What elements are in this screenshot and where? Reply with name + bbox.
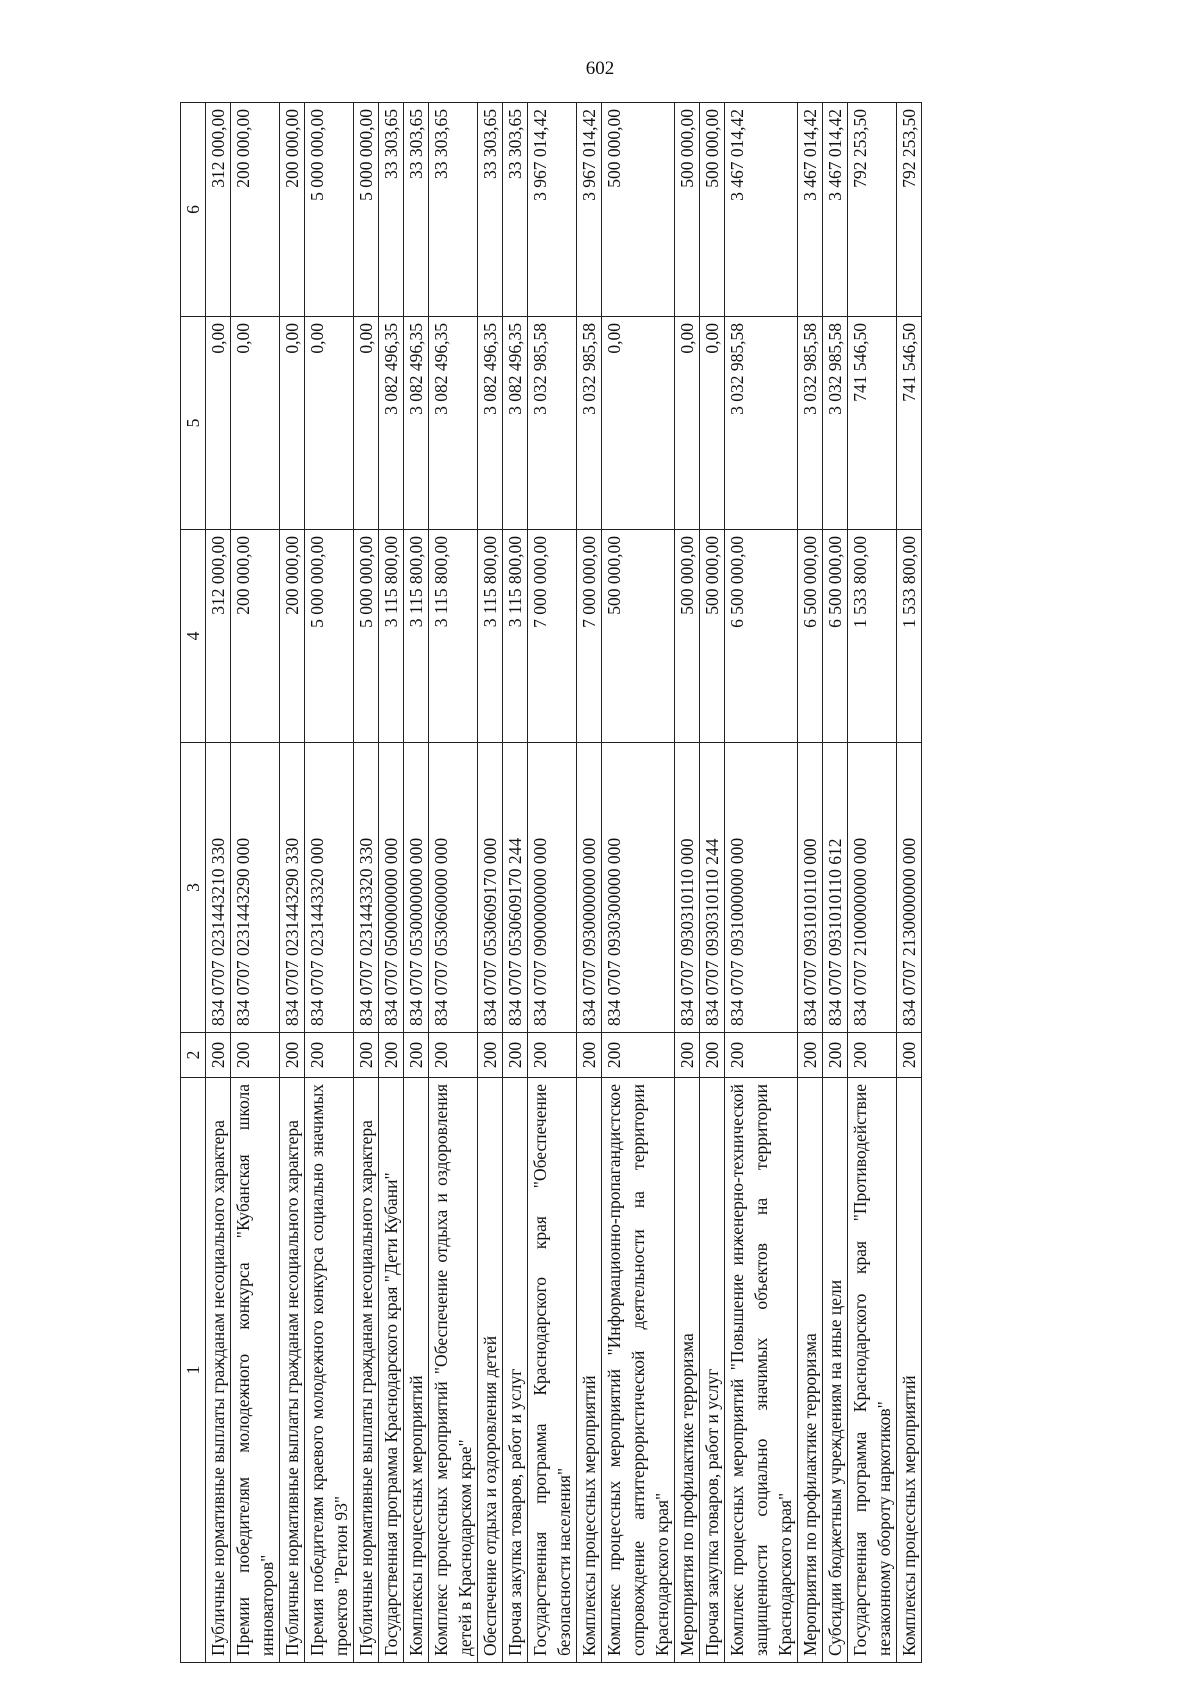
cell-value-6: 3 967 014,42: [528, 103, 577, 317]
cell-col2: 200: [577, 1033, 602, 1078]
cell-code: 834 0707 0231443290 000: [231, 743, 280, 1033]
cell-col2: 200: [602, 1033, 675, 1078]
cell-name: Государственная программа Краснодарского края "Дети Кубани": [379, 1078, 404, 1663]
cell-name: Комплексы процессных мероприятий: [897, 1078, 922, 1663]
cell-value-6: 3 467 014,42: [823, 103, 848, 317]
cell-value-5: 741 546,50: [848, 317, 897, 530]
cell-value-5: 3 082 496,35: [429, 317, 478, 530]
cell-value-5: 3 082 496,35: [478, 317, 503, 530]
cell-name: Мероприятия по профилактике терроризма: [798, 1078, 823, 1663]
cell-value-4: 1 533 800,00: [897, 530, 922, 743]
cell-value-5: 3 032 985,58: [823, 317, 848, 530]
cell-value-6: 33 303,65: [478, 103, 503, 317]
cell-value-5: 0,00: [305, 317, 354, 530]
cell-value-6: 792 253,50: [897, 103, 922, 317]
cell-name: Премии победителям молодежного конкурса "Кубанская школа инноваторов": [231, 1078, 280, 1663]
table-row: [206, 103, 231, 1663]
cell-col2: 200: [528, 1033, 577, 1078]
cell-value-4: 3 115 800,00: [503, 530, 528, 743]
cell-col2: 200: [823, 1033, 848, 1078]
cell-value-4: 6 500 000,00: [798, 530, 823, 743]
cell-col2: 200: [231, 1033, 280, 1078]
table-row: [798, 103, 823, 1663]
table-row: [577, 103, 602, 1663]
cell-code: 834 0707 0930310110 244: [700, 743, 725, 1033]
header-col-4: 4: [181, 530, 206, 743]
cell-col2: 200: [503, 1033, 528, 1078]
cell-col2: 200: [798, 1033, 823, 1078]
cell-value-4: 1 533 800,00: [848, 530, 897, 743]
cell-code: 834 0707 0231443210 330: [206, 743, 231, 1033]
cell-value-6: 500 000,00: [675, 103, 700, 317]
table-row: [478, 103, 503, 1663]
cell-value-4: 5 000 000,00: [354, 530, 379, 743]
table-row: [404, 103, 429, 1663]
cell-col2: 200: [897, 1033, 922, 1078]
cell-value-5: 741 546,50: [897, 317, 922, 530]
cell-name: Публичные нормативные выплаты гражданам несоциального характера: [354, 1078, 379, 1663]
cell-value-4: 200 000,00: [231, 530, 280, 743]
table-row: [280, 103, 305, 1663]
table-row: [305, 103, 354, 1663]
cell-value-5: 3 082 496,35: [404, 317, 429, 530]
cell-col2: 200: [429, 1033, 478, 1078]
cell-value-4: 3 115 800,00: [478, 530, 503, 743]
cell-value-5: 3 032 985,58: [577, 317, 602, 530]
cell-value-5: 0,00: [700, 317, 725, 530]
table-row: [503, 103, 528, 1663]
cell-value-4: 500 000,00: [700, 530, 725, 743]
table-header-row: [181, 103, 206, 1663]
table-row: [823, 103, 848, 1663]
cell-code: 834 0707 0931000000 000: [725, 743, 798, 1033]
table-row: [429, 103, 478, 1663]
table-row: [897, 103, 922, 1663]
cell-col2: 200: [379, 1033, 404, 1078]
cell-value-4: 500 000,00: [675, 530, 700, 743]
cell-value-6: 200 000,00: [280, 103, 305, 317]
header-col-1: 1: [181, 1078, 206, 1663]
cell-value-4: 6 500 000,00: [823, 530, 848, 743]
cell-value-5: 3 082 496,35: [379, 317, 404, 530]
rotated-table-container: [180, 103, 1030, 1663]
budget-table: [180, 102, 922, 1663]
cell-code: 834 0707 0231443320 330: [354, 743, 379, 1033]
cell-value-4: 7 000 000,00: [577, 530, 602, 743]
cell-col2: 200: [206, 1033, 231, 1078]
cell-code: 834 0707 0930300000 000: [602, 743, 675, 1033]
header-col-6: 6: [181, 103, 206, 317]
cell-col2: 200: [305, 1033, 354, 1078]
cell-name: Комплекс процессных мероприятий "Обеспечение отдыха и оздоровления детей в Краснодарском крае": [429, 1078, 478, 1663]
cell-name: Обеспечение отдыха и оздоровления детей: [478, 1078, 503, 1663]
cell-value-5: 0,00: [602, 317, 675, 530]
cell-col2: 200: [700, 1033, 725, 1078]
table-row: [528, 103, 577, 1663]
cell-name: Публичные нормативные выплаты гражданам несоциального характера: [280, 1078, 305, 1663]
cell-value-4: 3 115 800,00: [404, 530, 429, 743]
page-number: 602: [585, 58, 615, 79]
cell-value-5: 3 032 985,58: [725, 317, 798, 530]
cell-code: 834 0707 0900000000 000: [528, 743, 577, 1033]
cell-value-6: 3 967 014,42: [577, 103, 602, 317]
cell-value-4: 500 000,00: [602, 530, 675, 743]
cell-code: 834 0707 0231443320 000: [305, 743, 354, 1033]
cell-value-4: 312 000,00: [206, 530, 231, 743]
cell-code: 834 0707 0231443290 330: [280, 743, 305, 1033]
cell-value-5: 0,00: [354, 317, 379, 530]
cell-value-6: 312 000,00: [206, 103, 231, 317]
cell-value-6: 33 303,65: [379, 103, 404, 317]
table-body: [206, 103, 922, 1663]
cell-name: Комплекс процессных мероприятий "Повышение инженерно-технической защищенности социально значимых объектов на территории Краснодарского края": [725, 1078, 798, 1663]
table-row: [700, 103, 725, 1663]
table-row: [725, 103, 798, 1663]
cell-value-4: 3 115 800,00: [379, 530, 404, 743]
cell-value-6: 3 467 014,42: [725, 103, 798, 317]
header-col-3: 3: [181, 743, 206, 1033]
cell-value-6: 500 000,00: [602, 103, 675, 317]
cell-code: 834 0707 0930310110 000: [675, 743, 700, 1033]
cell-code: 834 0707 0530000000 000: [404, 743, 429, 1033]
cell-value-6: 3 467 014,42: [798, 103, 823, 317]
cell-value-6: 33 303,65: [404, 103, 429, 317]
cell-code: 834 0707 2100000000 000: [848, 743, 897, 1033]
header-col-2: 2: [181, 1033, 206, 1078]
cell-value-5: 0,00: [280, 317, 305, 530]
cell-value-4: 6 500 000,00: [725, 530, 798, 743]
table-row: [379, 103, 404, 1663]
cell-col2: 200: [675, 1033, 700, 1078]
cell-value-5: 3 082 496,35: [503, 317, 528, 530]
cell-value-6: 792 253,50: [848, 103, 897, 317]
cell-code: 834 0707 0930000000 000: [577, 743, 602, 1033]
table-row: [354, 103, 379, 1663]
cell-name: Премия победителям краевого молодежного конкурса социально значимых проектов "Регион 93": [305, 1078, 354, 1663]
table-row: [848, 103, 897, 1663]
cell-value-6: 200 000,00: [231, 103, 280, 317]
cell-name: Комплекс процессных мероприятий "Информационно-пропагандистское сопровождение антитеррористической деятельности на территории Краснодарского края": [602, 1078, 675, 1663]
cell-code: 834 0707 0530609170 244: [503, 743, 528, 1033]
cell-col2: 200: [478, 1033, 503, 1078]
cell-name: Комплексы процессных мероприятий: [404, 1078, 429, 1663]
cell-name: Государственная программа Краснодарского края "Противодействие незаконному обороту наркотиков": [848, 1078, 897, 1663]
cell-value-5: 0,00: [675, 317, 700, 530]
cell-code: 834 0707 0931010110 000: [798, 743, 823, 1033]
cell-code: 834 0707 0530609170 000: [478, 743, 503, 1033]
cell-col2: 200: [354, 1033, 379, 1078]
cell-col2: 200: [725, 1033, 798, 1078]
table-row: [675, 103, 700, 1663]
cell-value-4: 5 000 000,00: [305, 530, 354, 743]
cell-value-6: 33 303,65: [503, 103, 528, 317]
header-col-5: 5: [181, 317, 206, 530]
cell-value-5: 3 032 985,58: [798, 317, 823, 530]
cell-name: Прочая закупка товаров, работ и услуг: [700, 1078, 725, 1663]
cell-code: 834 0707 0500000000 000: [379, 743, 404, 1033]
cell-name: Мероприятия по профилактике терроризма: [675, 1078, 700, 1663]
cell-col2: 200: [280, 1033, 305, 1078]
cell-code: 834 0707 0530600000 000: [429, 743, 478, 1033]
cell-value-6: 500 000,00: [700, 103, 725, 317]
cell-code: 834 0707 2130000000 000: [897, 743, 922, 1033]
cell-code: 834 0707 0931010110 612: [823, 743, 848, 1033]
cell-name: Комплексы процессных мероприятий: [577, 1078, 602, 1663]
cell-value-5: 0,00: [231, 317, 280, 530]
cell-value-5: 0,00: [206, 317, 231, 530]
table-row: [602, 103, 675, 1663]
cell-name: Публичные нормативные выплаты гражданам несоциального характера: [206, 1078, 231, 1663]
cell-value-6: 5 000 000,00: [354, 103, 379, 317]
cell-name: Прочая закупка товаров, работ и услуг: [503, 1078, 528, 1663]
cell-value-4: 3 115 800,00: [429, 530, 478, 743]
cell-name: Субсидии бюджетным учреждениям на иные цели: [823, 1078, 848, 1663]
cell-col2: 200: [848, 1033, 897, 1078]
cell-col2: 200: [404, 1033, 429, 1078]
cell-value-4: 200 000,00: [280, 530, 305, 743]
table-row: [231, 103, 280, 1663]
cell-value-6: 33 303,65: [429, 103, 478, 317]
cell-value-4: 7 000 000,00: [528, 530, 577, 743]
cell-value-5: 3 032 985,58: [528, 317, 577, 530]
cell-value-6: 5 000 000,00: [305, 103, 354, 317]
cell-name: Государственная программа Краснодарского края "Обеспечение безопасности населения": [528, 1078, 577, 1663]
